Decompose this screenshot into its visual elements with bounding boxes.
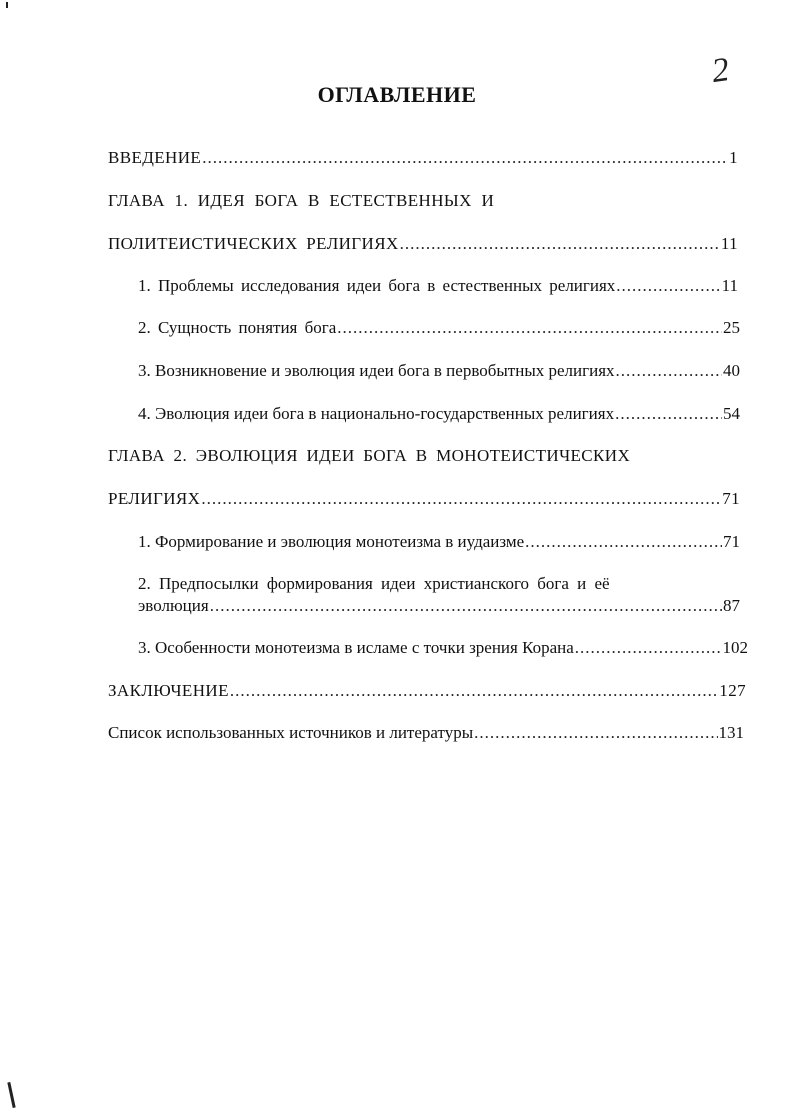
toc-chapter-1-title-line1: ГЛАВА 1. ИДЕЯ БОГА В ЕСТЕСТВЕННЫХ И xyxy=(108,191,495,210)
dot-leader xyxy=(400,234,720,254)
scan-artifact-top xyxy=(6,2,8,8)
toc-entry-label: 1. Формирование и эволюция монотеизма в иудаизме xyxy=(138,532,525,551)
toc-page-number: 25 xyxy=(723,318,740,337)
dot-leader xyxy=(210,596,722,616)
toc-page-number: 40 xyxy=(723,361,740,380)
toc-page-number: 131 xyxy=(718,723,744,742)
dot-leader xyxy=(616,361,722,381)
toc-entry-label: 1. Проблемы исследования идеи бога в естественных религиях xyxy=(138,276,616,295)
toc-entry-label: 3. Особенности монотеизма в исламе с точки зрения Корана xyxy=(138,638,574,657)
toc-entry-label: эволюция xyxy=(138,596,209,615)
toc-page-number: 71 xyxy=(722,489,740,508)
toc-entry-label: ЗАКЛЮЧЕНИЕ xyxy=(108,681,229,700)
toc-entry-label: 2. Сущность понятия бога xyxy=(138,318,337,337)
toc-entry-bibliography[interactable] xyxy=(108,723,744,743)
dot-leader xyxy=(202,148,728,168)
toc-entry-conclusion[interactable] xyxy=(108,681,746,701)
toc-entry-chapter-1[interactable] xyxy=(108,234,738,254)
toc-entry-chapter-2[interactable] xyxy=(108,489,740,509)
scan-artifact-bottom xyxy=(7,1082,15,1108)
toc-entry-label: ПОЛИТЕИСТИЧЕСКИХ РЕЛИГИЯХ xyxy=(108,234,399,253)
dot-leader xyxy=(474,723,717,743)
toc-entry-label: 3. Возникновение и эволюция идеи бога в первобытных религиях xyxy=(138,361,615,380)
toc-entry-ch1-section-4[interactable] xyxy=(138,404,740,424)
dot-leader xyxy=(525,532,722,552)
dot-leader xyxy=(230,681,718,701)
dot-leader xyxy=(575,638,722,658)
toc-page-number: 71 xyxy=(723,532,740,551)
dot-leader xyxy=(201,489,721,509)
toc-entry-ch2-section-2[interactable] xyxy=(138,596,740,616)
toc-entry-ch2-section-1[interactable] xyxy=(138,532,740,552)
toc-entry-ch1-section-2[interactable] xyxy=(138,318,740,338)
toc-entry-label: РЕЛИГИЯХ xyxy=(108,489,201,508)
dot-leader xyxy=(337,318,722,338)
toc-entry-label: Список использованных источников и литературы xyxy=(108,723,474,742)
toc-entry-ch1-section-3[interactable] xyxy=(138,361,740,381)
toc-entry-label: ВВЕДЕНИЕ xyxy=(108,148,202,167)
handwritten-page-number: 2 xyxy=(709,51,732,91)
toc-page-number: 1 xyxy=(729,148,738,167)
toc-page-number: 127 xyxy=(719,681,746,700)
toc-entry-ch2-section-3[interactable] xyxy=(138,638,748,658)
toc-entry-label: 4. Эволюция идеи бога в национально-государственных религиях xyxy=(138,404,615,423)
toc-page-number: 87 xyxy=(723,596,740,615)
toc-page-number: 11 xyxy=(721,276,738,295)
toc-page-number: 102 xyxy=(722,638,748,657)
dot-leader xyxy=(616,276,720,296)
toc-entry-introduction[interactable] xyxy=(108,148,738,168)
dot-leader xyxy=(615,404,722,424)
toc-page-number: 11 xyxy=(720,234,738,253)
toc-entry-ch1-section-1[interactable] xyxy=(138,276,738,296)
toc-page-number: 54 xyxy=(723,404,740,423)
toc-chapter-2-title-line1: ГЛАВА 2. ЭВОЛЮЦИЯ ИДЕИ БОГА В МОНОТЕИСТИЧЕСКИХ xyxy=(108,446,631,465)
page-title: ОГЛАВЛЕНИЕ xyxy=(317,82,477,107)
toc-entry-ch2-section-2-line1: 2. Предпосылки формирования идеи христианского бога и её xyxy=(138,574,610,593)
